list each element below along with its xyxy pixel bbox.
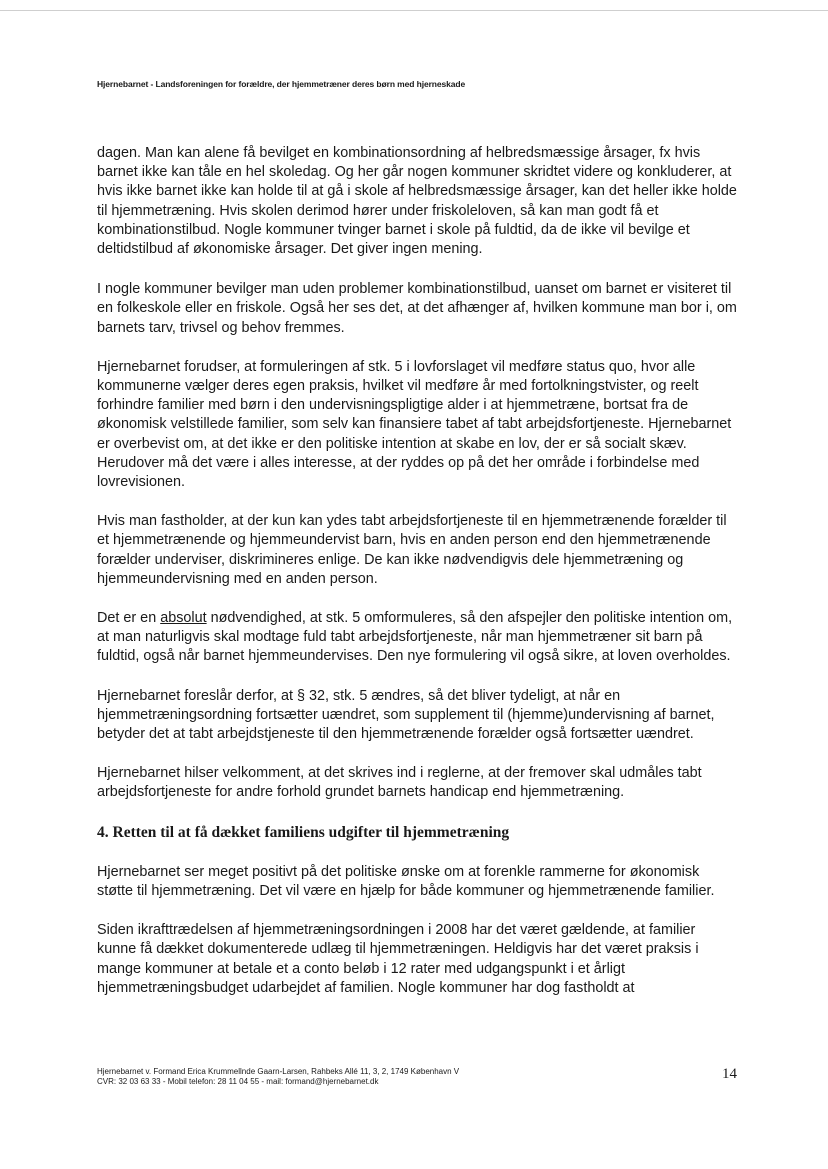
running-header: Hjernebarnet - Landsforeningen for forældre, der hjemmetræner deres børn med hjerneskade <box>97 79 466 89</box>
text-run: nødvendighed, at stk. 5 omformuleres, så den afspejler den politiske intention om, at man naturligvis skal modtage fuld tabt arbejdsfortjeneste, når man hjemmetræner sit barn på fuldtid, også når barnet hjemmeundervises. Den nye formulering vil også sikre, at loven overholdes. <box>97 610 733 665</box>
footer-contact: CVR: 32 03 63 33 - Mobil telefon: 28 11 04 55 - mail: formand@hjernebarnet.dk <box>97 1077 379 1086</box>
paragraph: Hjernebarnet hilser velkomment, at det skrives ind i reglerne, at der fremover skal udmåles tabt arbejdsfortjeneste for andre forhold grundet barnets handicap end hjemmetræning. <box>97 765 702 801</box>
underlined-word: absolut <box>160 610 207 627</box>
footer-address: Hjernebarnet v. Formand Erica Krummellnde Gaarn-Larsen, Rahbeks Allé 11, 3, 2, 1749 København V <box>97 1067 460 1076</box>
top-scan-rule <box>0 10 828 11</box>
paragraph: dagen. Man kan alene få bevilget en kombinationsordning af helbredsmæssige årsager, fx hvis barnet ikke kan tåle en hel skoledag. Og her går nogen kommuner skridtet videre og konkluderer, at hvis ikke barnet ikke kan holde til at gå i skole af helbredsmæssige årsager, kan det heller ikke holde til hjemmetræning. Hvis skolen derimod hører under friskoleloven, så kan man godt få et kombinationstilbud. Nogle kommuner tvinger barnet i skole på fuldtid, da de ikke vil bevilge et deltidstilbud af økonomiske årsager. Det giver ingen mening. <box>97 145 737 258</box>
paragraph: Hjernebarnet forudser, at formuleringen af stk. 5 i lovforslaget vil medføre status quo, hvor alle kommunerne vælger deres egen praksis, hvilket vil medføre år med fortolkningstvister, og reelt forhindre familier med børn i den undervisningspligtige alder i at hjemmetræne, bortsat fra de økonomisk velstillede familier, som selv kan finansiere tabet af tabt arbejdsfortjeneste. Hjernebarnet er overbevist om, at det ikke er den politiske intention at skabe en lov, der er så socialt skæv. Herudover må det være i alles interesse, at der ryddes op på det her område i forbindelse med lovrevisionen. <box>97 358 732 491</box>
paragraph: Hjernebarnet foreslår derfor, at § 32, stk. 5 ændres, så det bliver tydeligt, at når en hjemmetræningsordning fortsætter uændret, som supplement til (hjemme)undervisning af barnet, betyder det at tabt arbejdstjeneste til den hjemmetrænende forælder også fortsætter uændret. <box>97 687 715 743</box>
paragraph: Siden ikrafttrædelsen af hjemmetræningsordningen i 2008 har det været gældende, at familier kunne få dækket dokumenterede udlæg til hjemmetræningen. Heldigvis har det været praksis i mange kommuner at betale et a conto beløb i 12 rater med udgangspunkt i et årligt hjemmetræningsbudget udarbejdet af familien. Nogle kommuner har dog fastholdt at <box>97 922 699 996</box>
text-run: Det er en <box>97 610 161 627</box>
page-number: 14 <box>722 1066 737 1082</box>
paragraph: I nogle kommuner bevilger man uden problemer kombinationstilbud, uanset om barnet er visiteret til en folkeskole eller en friskole. Også her ses det, at det afhænger af, hvilken kommune man bor i, om barnets tarv, trivsel og behov fremmes. <box>97 281 737 336</box>
paragraph-absolut <box>97 609 737 667</box>
paragraph: Hjernebarnet ser meget positivt på det politiske ønske om at forenkle rammerne for økonomisk støtte til hjemmetræning. Det vil være en hjælp for både kommuner og hjemmetrænende familier. <box>97 863 715 899</box>
paragraph: Hvis man fastholder, at der kun kan ydes tabt arbejdsfortjeneste til en hjemmetrænende forælder til et hjemmetrænende og hjemmeundervist barn, hvis en anden person end den hjemmetrænende forælder underviser, diskrimineres enlige. De kan ikke nødvendigvis dele hjemmetræning og hjemmeundervisning med en anden person. <box>97 513 727 587</box>
page-footer <box>97 1067 459 1087</box>
section-heading: 4. Retten til at få dækket familiens udgifter til hjemmetræning <box>97 823 510 841</box>
document-body <box>97 144 737 1018</box>
